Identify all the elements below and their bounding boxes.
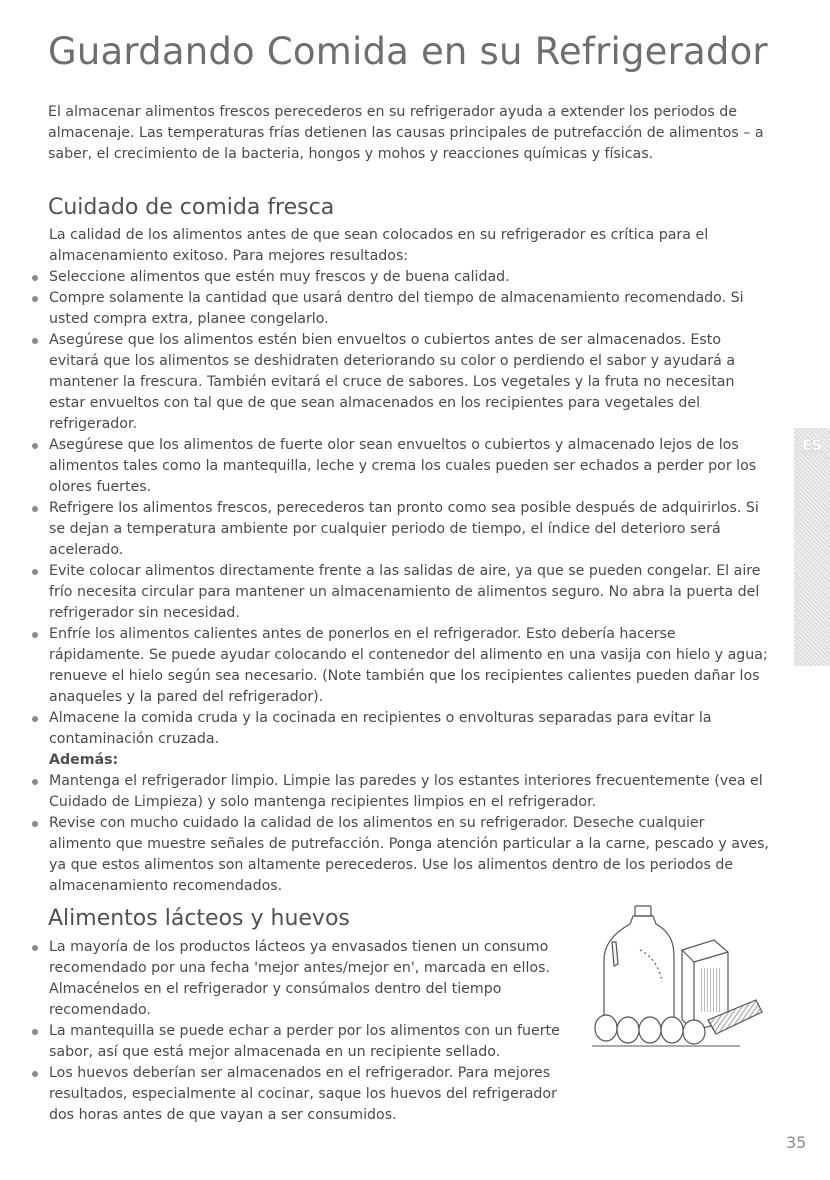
list-item: Asegúrese que los alimentos de fuerte olor sean envueltos o cubiertos y almacenado lejos de los alimentos tales como la mantequilla, leche y crema los cuales pueden ser echados a perder por los olores fuertes. [26, 435, 770, 498]
bullet-icon [32, 506, 38, 512]
page-title: Guardando Comida en su Refrigerador [48, 30, 768, 73]
subheading-ademas: Además: [49, 752, 119, 768]
list-item: Revise con mucho cuidado la calidad de los alimentos en su refrigerador. Deseche cualquier alimento que muestre señales de putrefacción. Ponga atención particular a la carne, pescado y aves, ya que estos alimentos son altamente perecederos. Use los alimentos dentro de los periodos de almacenamiento recomendados. [26, 813, 770, 897]
intro-paragraph: El almacenar alimentos frescos perecederos en su refrigerador ayuda a extender los periodos de almacenaje. Las temperaturas frías detienen las causas principales de putrefacción de alimentos – a saber, el crecimiento de la bacteria, hongos y mohos y reacciones químicas y físicas. [48, 104, 764, 162]
bullet-icon [32, 632, 38, 638]
milk-jug-icon [604, 906, 674, 1029]
language-side-tab-label: ES [802, 438, 822, 454]
bullet-icon [32, 1029, 38, 1035]
fresh-bullet-list [26, 267, 770, 750]
fresh-bullet-list-2 [26, 771, 770, 897]
list-item: Los huevos deberían ser almacenados en el refrigerador. Para mejores resultados, especialmente al cocinar, saque los huevos del refrigerador dos horas antes de que vayan a ser consumidos. [26, 1063, 574, 1126]
section-heading-dairy: Alimentos lácteos y huevos [48, 906, 350, 931]
dairy-section [26, 937, 574, 1126]
bullet-icon [32, 443, 38, 449]
list-item: Enfríe los alimentos calientes antes de ponerlos en el refrigerador. Esto debería hacerse rápidamente. Se puede ayudar colocando el contenedor del alimento en una vasija con hielo y agua; renueve el hielo según sea necesario. (Note también que los recipientes calientes pueden dañar los anaqueles y la pared del refrigerador). [26, 624, 770, 708]
list-item: Almacene la comida cruda y la cocinada en recipientes o envolturas separadas para evitar la contaminación cruzada. [26, 708, 770, 750]
list-item: Mantenga el refrigerador limpio. Limpie las paredes y los estantes interiores frecuentemente (vea el Cuidado de Limpieza) y solo mantenga recipientes limpios en el refrigerador. [26, 771, 770, 813]
bullet-icon [32, 779, 38, 785]
section-heading-fresh: Cuidado de comida fresca [48, 195, 335, 220]
bullet-icon [32, 275, 38, 281]
eggs-icon [595, 1015, 705, 1044]
bullet-icon [32, 296, 38, 302]
bullet-icon [32, 821, 38, 827]
bullet-icon [32, 945, 38, 951]
list-item: Compre solamente la cantidad que usará dentro del tiempo de almacenamiento recomendado. Si usted compra extra, planee congelarlo. [26, 288, 770, 330]
page-number: 35 [786, 1133, 807, 1152]
bullet-icon [32, 716, 38, 722]
fresh-section [26, 225, 770, 897]
dairy-bullet-list [26, 937, 574, 1126]
bullet-icon [32, 1071, 38, 1077]
dairy-illustration [590, 902, 766, 1052]
fresh-intro: La calidad de los alimentos antes de que sean colocados en su refrigerador es crítica para el almacenamiento exitoso. Para mejores resultados: [49, 227, 709, 264]
list-item: La mantequilla se puede echar a perder por los alimentos con un fuerte sabor, así que está mejor almacenada en un recipiente sellado. [26, 1021, 574, 1063]
bullet-icon [32, 338, 38, 344]
list-item: Asegúrese que los alimentos estén bien envueltos o cubiertos antes de ser almacenados. Esto evitará que los alimentos se deshidraten deteriorando su color o perdiendo el sabor y ayudará a mantener la frescura. También evitará el cruce de sabores. Los vegetales y la fruta no necesitan estar envueltos con tal que de que sean almacenados en los recipientes para vegetales del refrigerador. [26, 330, 770, 435]
list-item: La mayoría de los productos lácteos ya envasados tienen un consumo recomendado por una fecha 'mejor antes/mejor en', marcada en ellos. Almacénelos en el refrigerador y consúmalos dentro del tiempo recomendado. [26, 937, 574, 1021]
list-item: Evite colocar alimentos directamente frente a las salidas de aire, ya que se pueden congelar. El aire frío necesita circular para mantener un almacenamiento de alimentos seguro. No abra la puerta del refrigerador sin necesidad. [26, 561, 770, 624]
list-item: Refrigere los alimentos frescos, perecederos tan pronto como sea posible después de adquirirlos. Si se dejan a temperatura ambiente por cualquier periodo de tiempo, el índice del deterioro será acelerado. [26, 498, 770, 561]
bullet-icon [32, 569, 38, 575]
list-item: Seleccione alimentos que estén muy frescos y de buena calidad. [26, 267, 770, 288]
language-side-tab [794, 428, 830, 666]
